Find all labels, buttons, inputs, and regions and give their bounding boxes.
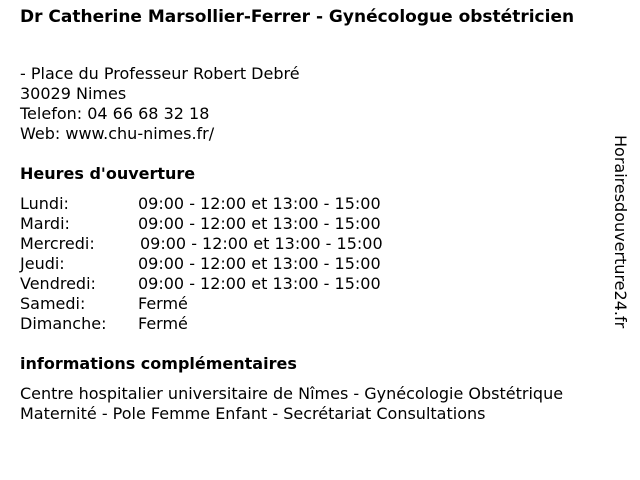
- watermark: [608, 135, 638, 345]
- day-label: Lundi:: [20, 194, 69, 213]
- time-value: 09:00 - 12:00 et 13:00 - 15:00: [138, 214, 381, 233]
- day-label: Vendredi:: [20, 274, 96, 293]
- address-street: - Place du Professeur Robert Debré: [20, 64, 300, 83]
- day-label: Samedi:: [20, 294, 86, 313]
- day-label: Mardi:: [20, 214, 70, 233]
- address-block: [20, 64, 300, 144]
- day-label: Jeudi:: [20, 254, 65, 273]
- time-value: 09:00 - 12:00 et 13:00 - 15:00: [138, 194, 381, 213]
- info-block: [20, 384, 563, 424]
- info-line-2: Maternité - Pole Femme Enfant - Secrétariat Consultations: [20, 404, 486, 423]
- day-label: Mercredi:: [20, 234, 95, 253]
- address-city: 30029 Nimes: [20, 84, 127, 103]
- time-value: 09:00 - 12:00 et 13:00 - 15:00: [138, 254, 381, 273]
- website: Web: www.chu-nimes.fr/: [20, 124, 215, 143]
- time-value: 09:00 - 12:00 et 13:00 - 15:00: [138, 274, 381, 293]
- info-heading: informations complémentaires: [20, 354, 297, 373]
- hours-heading: Heures d'ouverture: [20, 164, 196, 183]
- day-label: Dimanche:: [20, 314, 107, 333]
- time-value: Fermé: [138, 314, 188, 333]
- time-value: Fermé: [138, 294, 188, 313]
- page-title: Dr Catherine Marsollier-Ferrer - Gynécologue obstétricien: [20, 7, 575, 27]
- phone-number: Telefon: 04 66 68 32 18: [20, 104, 210, 123]
- watermark-text: Horairesdouverture24.fr: [611, 135, 630, 329]
- time-value: 09:00 - 12:00 et 13:00 - 15:00: [140, 234, 383, 253]
- info-line-1: Centre hospitalier universitaire de Nîmes - Gynécologie Obstétrique: [20, 384, 564, 403]
